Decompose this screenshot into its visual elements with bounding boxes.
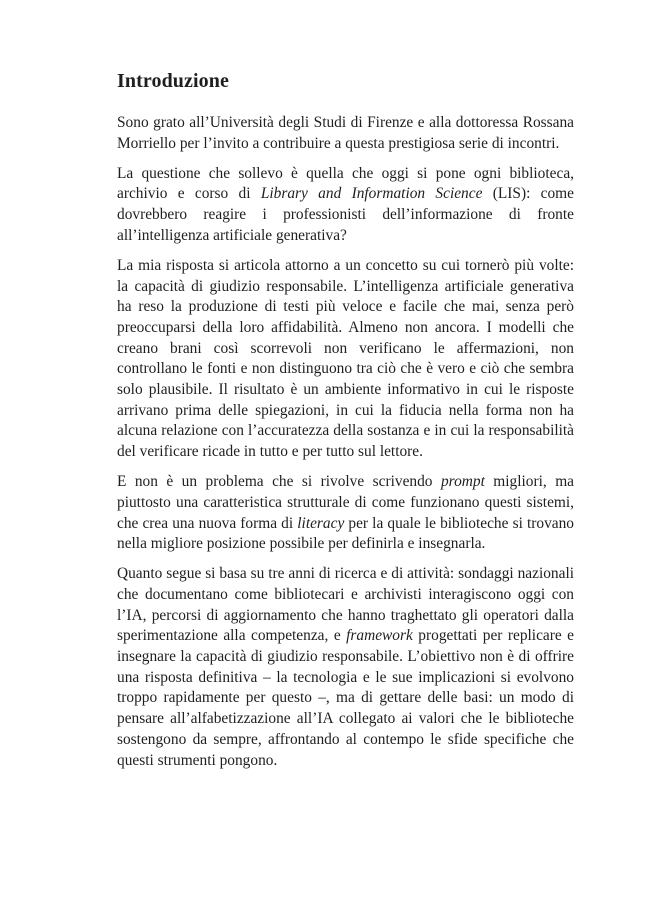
paragraph-2-italic-lis: Library and Information Science — [260, 185, 483, 203]
paragraph-4-text-a: E non è un problema che si rivolve scrivendo — [117, 473, 441, 491]
paragraph-3-text: La mia risposta si articola attorno a un concetto su cui tornerò più volte: la capacità di giudizio responsabile. L’intelligenza artificiale generativa ha reso la produzione di testi più veloce e facile che mai, senza però preoccuparsi della loro affidabilità. Almeno non ancora. I modelli che creano brani così scorrevoli non verificano le affermazioni, non controllano le fonti e non distinguono tra ciò che è vero e ciò che sembra solo plausibile. Il risultato è un ambiente informativo in cui le risposte arrivano prima delle spiegazioni, in cui la fiducia nella forma non ha alcuna relazione con l’accuratezza della sostanza e in cui la responsabilità del verificare ricade in tutto e per tutto sul lettore. — [117, 256, 574, 461]
paragraph-2 — [117, 164, 574, 247]
paragraph-1-text: Sono grato all’Università degli Studi di Firenze e alla dottoressa Rossana Morriello per l’invito a contribuire a questa prestigiosa serie di incontri. — [117, 114, 574, 152]
paragraph-4-italic-prompt: prompt — [440, 473, 485, 491]
page-title: Introduzione — [117, 70, 229, 92]
paragraph-3 — [117, 256, 574, 463]
paragraph-4-text-b: migliori, ma piuttosto una caratteristica strutturale di come funzionano questi sistemi, che crea una nuova forma di — [117, 473, 575, 532]
paragraph-2-text-b: (LIS): come dovrebbero reagire i professionisti dell’informazione di fronte all’intelligenza artificiale generativa? — [117, 185, 574, 244]
paragraph-5-text-a: Quanto segue si basa su tre anni di ricerca e di attività: sondaggi nazionali che documentano come bibliotecari e archivisti interagiscono oggi con l’IA, percorsi di aggiornamento che hanno traghettato gli operatori dalla sperimentazione alla competenza, e — [117, 565, 574, 645]
paragraph-1 — [117, 113, 574, 154]
paragraph-5-italic-framework: framework — [346, 627, 413, 645]
paragraph-4-text-c: per la quale le biblioteche si trovano nella migliore posizione possibile per definirla e insegnarla. — [117, 514, 574, 553]
paragraph-4 — [117, 472, 574, 555]
paragraph-5 — [117, 564, 574, 771]
paragraph-5-text-b: progettati per replicare e insegnare la capacità di giudizio responsabile. L’obiettivo non è di offrire una risposta definitiva – la tecnologia e le sue implicazioni si evolvono troppo rapidamente per questo –, ma di gettare delle basi: un modo di pensare all’alfabetizzazione all’IA collegato ai valori che le biblioteche sostengono da sempre, affrontando al contempo le sfide specifiche che questi strumenti pongono. — [117, 627, 574, 769]
body-text — [117, 113, 574, 781]
paragraph-4-italic-literacy: literacy — [297, 514, 345, 532]
paragraph-2-text-a: La questione che sollevo è quella che oggi si pone ogni biblioteca, archivio e corso di — [117, 164, 574, 203]
